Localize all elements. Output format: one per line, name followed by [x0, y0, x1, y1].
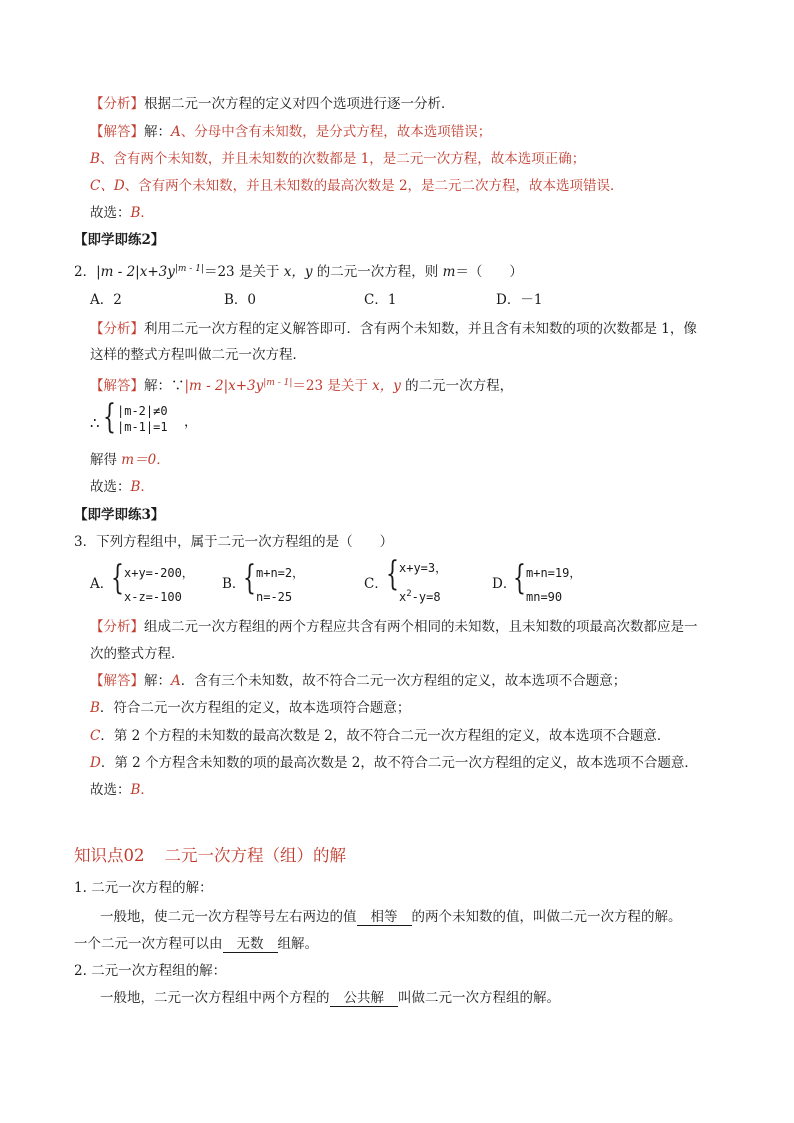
brace-icon: { — [111, 558, 124, 598]
fill-blank: 无数 — [223, 936, 278, 953]
rest: -y=8 — [411, 590, 441, 604]
point-text: 一个二元一次方程可以由 — [74, 936, 223, 952]
point-text: 的两个未知数的值，叫做二元一次方程的解。 — [411, 909, 682, 925]
exponent: |m - 1| — [263, 378, 293, 388]
ex2-choose — [90, 477, 154, 497]
option-b-label: B． — [222, 576, 246, 592]
q1-choose — [90, 203, 154, 223]
answer-tag: 【解答】 — [90, 378, 144, 394]
answer-prefix: 解：∵ — [144, 378, 185, 394]
choose-value: B — [130, 782, 141, 798]
choose-value: B — [130, 205, 141, 221]
equation: |m - 2|x+3y — [96, 264, 175, 280]
option-letter: D — [90, 755, 101, 771]
answer-text: 、含有两个未知数，并且未知数的最高次数是 2，是二元二次方程，故本选项错误． — [124, 178, 624, 194]
answer-tag: 【解答】 — [90, 124, 144, 140]
result-value: m＝0． — [121, 452, 170, 468]
system-line: x+y=-200， — [124, 566, 194, 580]
ex3-answer-d — [90, 753, 698, 773]
system-line: x+y=3， — [399, 561, 448, 575]
condition-comma: ， — [184, 414, 198, 430]
answer-prefix: 解： — [144, 124, 171, 140]
point-1-text — [100, 907, 682, 927]
brace-icon: { — [243, 558, 256, 598]
choose-suffix: ． — [140, 205, 154, 221]
option-a-label: A． — [90, 576, 114, 592]
answer-prefix: 解： — [144, 673, 171, 689]
system-line: x-z=-100 — [124, 590, 182, 604]
choose-prefix: 故选： — [90, 205, 131, 221]
fill-blank: 公共解 — [330, 990, 399, 1007]
stem-text: ＝（ ） — [455, 264, 523, 280]
exercise-title: 【即学即练3】 — [74, 507, 165, 523]
option-c: C．1 — [364, 292, 397, 308]
condition-2: |m-1|=1 — [117, 420, 168, 434]
result-prefix: 解得 — [90, 452, 122, 468]
base: x — [399, 590, 407, 604]
ex2-result — [90, 450, 170, 470]
point-2-title: 2. 二元一次方程组的解： — [74, 963, 227, 979]
choose-value: B — [130, 479, 141, 495]
variables: x，y — [372, 378, 401, 394]
stem-text: ＝23 是关于 — [203, 264, 284, 280]
stem-text: 的二元一次方程，则 — [312, 264, 443, 280]
variables: x，y — [283, 264, 313, 280]
q1-answer-cd — [90, 176, 624, 196]
ex3-stem: 3．下列方程组中，属于二元一次方程组的是（ ） — [74, 534, 394, 550]
point-text: 一般地，二元一次方程组中两个方程的 — [100, 990, 330, 1006]
option-c-label: C． — [364, 576, 388, 592]
system-line: m+n=19， — [526, 566, 582, 580]
option-a: A．2 — [90, 292, 122, 308]
option-letter: A — [171, 124, 181, 140]
brace-icon: { — [513, 558, 526, 598]
option-letter: A — [171, 673, 181, 689]
option-letter: C — [90, 728, 101, 744]
q1-answer-b — [90, 149, 585, 169]
point-text: 叫做二元一次方程组的解。 — [398, 990, 560, 1006]
analysis-tag: 【分析】 — [90, 619, 144, 635]
choose-prefix: 故选： — [90, 782, 131, 798]
brace-icon: { — [386, 554, 399, 594]
question-number: 2． — [74, 264, 97, 280]
q1-analysis — [90, 94, 455, 114]
option-b-system — [256, 565, 304, 605]
option-d-system — [526, 565, 581, 605]
ex2-stem — [74, 259, 523, 282]
section-heading — [74, 842, 346, 866]
condition-1: |m-2|≠0 — [117, 404, 168, 418]
section-title: 二元一次方程（组）的解 — [164, 846, 346, 865]
point-1-text-cont — [74, 934, 318, 954]
analysis-text: 组成二元一次方程组的两个方程应共含有两个相同的未知数，且未知数的项最高次数都应是一 — [144, 619, 698, 635]
option-letter: C、D — [90, 178, 125, 194]
power: 2 — [406, 589, 412, 599]
ex3-analysis-cont: 次的整式方程． — [90, 646, 185, 662]
therefore-symbol: ∴ — [90, 414, 100, 432]
q1-answer-a — [90, 122, 491, 142]
ex3-answer-c — [90, 726, 670, 746]
system-line: n=-25 — [256, 590, 293, 604]
analysis-tag: 【分析】 — [90, 321, 144, 337]
answer-text: 的二元一次方程， — [400, 378, 514, 394]
brace-icon: { — [103, 397, 116, 437]
analysis-tag: 【分析】 — [90, 96, 144, 112]
option-b: B．0 — [224, 292, 257, 308]
choose-prefix: 故选： — [90, 479, 131, 495]
ex3-answer-a — [90, 671, 626, 691]
system-line: m+n=2， — [256, 566, 305, 580]
answer-text: ．第 2 个方程含未知数的项的最高次数是 2，故不符合二元一次方程组的定义，故本选项不合题意． — [100, 755, 698, 771]
system-line: mn=90 — [526, 590, 563, 604]
point-1-title: 1. 二元一次方程的解： — [74, 880, 213, 896]
analysis-text: 根据二元一次方程的定义对四个选项进行逐一分析． — [144, 96, 455, 112]
answer-text: 、含有两个未知数，并且未知数的次数都是 1，是二元一次方程，故本选项正确； — [99, 151, 586, 167]
choose-suffix: ． — [140, 479, 154, 495]
ex3-choose — [90, 780, 154, 800]
answer-text: 、分母中含有未知数，是分式方程，故本选项错误； — [180, 124, 492, 140]
fill-blank: 相等 — [357, 909, 412, 926]
answer-text: ．含有三个未知数，故不符合二元一次方程组的定义，故本选项不合题意； — [180, 673, 627, 689]
section-number: 知识点02 — [74, 846, 145, 865]
option-letter: B — [90, 700, 100, 716]
option-a-system — [124, 565, 194, 605]
option-c-system — [399, 560, 447, 605]
ex2-analysis — [90, 319, 697, 339]
exponent: |m - 1| — [174, 264, 204, 274]
equation: |m - 2|x+3y — [184, 378, 264, 394]
answer-text: ＝23 是关于 — [292, 378, 373, 394]
answer-text: ．第 2 个方程的未知数的最高次数是 2，故不符合二元一次方程组的定义，故本选项不合题意． — [100, 728, 671, 744]
ex3-analysis — [90, 617, 698, 637]
answer-text: ．符合二元一次方程组的定义，故本选项符合题意； — [99, 700, 411, 716]
point-text: 组解。 — [277, 936, 318, 952]
point-text: 一般地，使二元一次方程等号左右两边的值 — [100, 909, 357, 925]
exercise-title: 【即学即练2】 — [74, 232, 165, 248]
ex2-answer — [90, 373, 513, 396]
option-letter: B — [90, 151, 100, 167]
variable-m: m — [442, 264, 456, 280]
analysis-text: 利用二元一次方程的定义解答即可．含有两个未知数，并且含有未知数的项的次数都是 1，像 — [144, 321, 697, 337]
ex3-answer-b — [90, 698, 410, 718]
ex2-analysis-cont: 这样的整式方程叫做二元一次方程． — [90, 347, 306, 363]
choose-suffix: ． — [140, 782, 154, 798]
condition-system — [117, 403, 168, 435]
system-line — [399, 586, 447, 605]
answer-tag: 【解答】 — [90, 673, 144, 689]
option-d: D．－1 — [496, 292, 543, 308]
point-2-text — [100, 988, 560, 1008]
option-d-label: D． — [492, 576, 517, 592]
